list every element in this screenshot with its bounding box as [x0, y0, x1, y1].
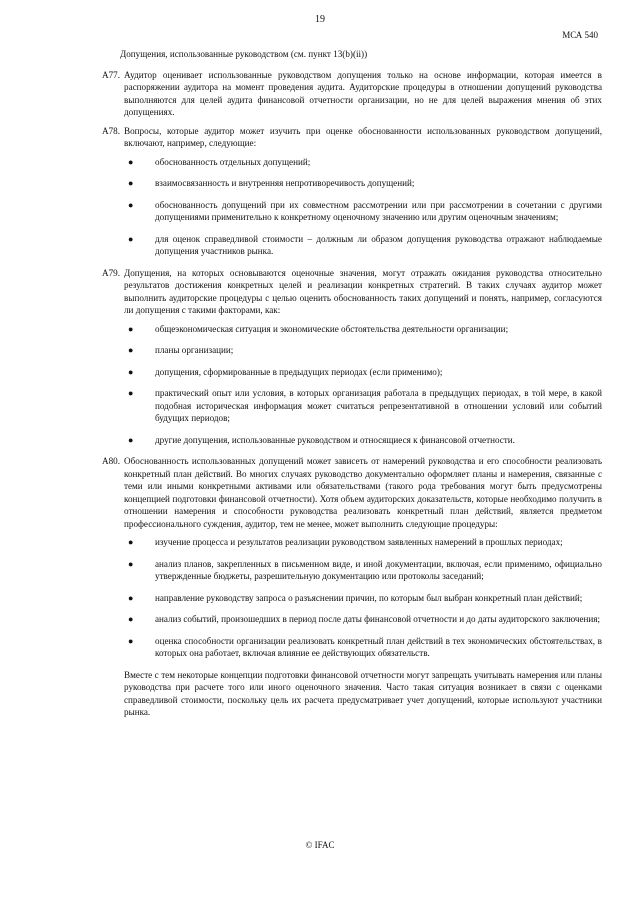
paragraph-a78 [102, 125, 602, 258]
document-code: МСА 540 [562, 30, 598, 40]
bullet-icon: ● [128, 592, 134, 603]
paragraph-number: A79. [102, 267, 120, 278]
paragraph-text: Аудитор оценивает использованные руководством допущения только на основе информации, которая имеется в распоряжении аудитора на момент проведения аудита. Аудиторские процедуры в отношении допущений руководства выполняются для целей аудита финансовой отчетности организации, но не для целей выражения мнения об этих допущениях. [124, 69, 602, 117]
bullet-icon: ● [128, 614, 134, 624]
paragraph-a79 [102, 267, 602, 447]
bullet-icon: ● [128, 558, 134, 569]
bullet-icon: ● [128, 178, 134, 188]
list-item: ● другие допущения, использованные руководством и относящиеся к финансовой отчетности. [128, 434, 515, 445]
page-number: 19 [315, 14, 325, 25]
bullet-icon: ● [128, 323, 134, 334]
paragraph-a77 [102, 69, 602, 119]
copyright-footer: © IFAC [305, 840, 335, 850]
paragraph-text: Вопросы, которые аудитор может изучить при оценке обоснованности использованных руководством допущений, включают, например, следующие: [124, 125, 602, 148]
list-item: ● обоснованность отдельных допущений; [128, 156, 311, 167]
paragraph-number: A80. [102, 456, 120, 466]
bullet-icon: ● [128, 345, 134, 355]
list-item: ● взаимосвязанность и внутренняя непротиворечивость допущений; [128, 178, 415, 188]
list-item: ● анализ планов, закрепленных в письменном виде, и иной документации, включая, если применимо, официально утвержденные бюджеты, разрешительную документацию или протоколы заседаний; [128, 558, 602, 581]
bullet-list [124, 323, 602, 447]
bullet-icon: ● [128, 635, 134, 646]
document-body [102, 48, 602, 725]
bullet-list [124, 536, 602, 660]
paragraph-a80 [102, 455, 602, 719]
paragraph-text: Обоснованность использованных допущений может зависеть от намерений руководства и его способности реализовать конкретный план действий. Во многих случаях руководство документально оформляет планы и намерения, связанные с теми или иными конкретными активами или обязательствами (такого рода требования могут быть предусмотрены концепцией подготовки финансовой отчетности). Хотя объем аудиторских доказательств, которые необходимо получить в отношении намерения и способности руководства реализовать конкретный план действий, является предметом профессионального суждения, аудитор, тем не менее, может выполнить следующие процедуры: [124, 456, 602, 529]
list-item: ● направление руководству запроса о разъяснении причин, по которым был выбран конкретный план действий; [128, 592, 583, 603]
list-item: ● анализ событий, произошедших в период после даты финансовой отчетности и до даты аудиторского заключения; [128, 614, 601, 624]
bullet-icon: ● [128, 199, 134, 210]
list-item: ● допущения, сформированные в предыдущих периодах (если применимо); [128, 366, 443, 377]
bullet-icon: ● [128, 434, 134, 445]
bullet-list [124, 156, 602, 258]
bullet-icon: ● [128, 156, 134, 167]
list-item: ● практический опыт или условия, в которых организация работала в предыдущих периодах, в той мере, в какой подобная историческая информация может считаться репрезентативной в отношении условий или событий будущих периодов; [128, 388, 602, 423]
list-item: ● планы организации; [128, 345, 234, 355]
list-item: ● для оценок справедливой стоимости – должным ли образом допущения руководства отражают наблюдаемые допущения участников рынка. [128, 233, 602, 256]
bullet-icon: ● [128, 233, 134, 244]
paragraph-number: A78. [102, 125, 120, 136]
closing-paragraph: Вместе с тем некоторые концепции подготовки финансовой отчетности могут запрещать учитывать намерения или планы руководства при расчете того или иного оценочного значения. Часто такая ситуация возникает в связи с оценками справедливой стоимости, поскольку цель их расчета предусматривает учет допущений, которые используют участники рынка. [124, 669, 602, 717]
list-item: ● общеэкономическая ситуация и экономические обстоятельства деятельности организации; [128, 323, 509, 334]
list-item: ● изучение процесса и результатов реализации руководством заявленных намерений в прошлых периодах; [128, 537, 563, 547]
paragraph-number: A77. [102, 69, 120, 80]
list-item: ● обоснованность допущений при их совместном рассмотрении или при рассмотрении в сочетании с другими допущениями применительно к конкретному оценочному значению или другим оценочным значениям; [128, 199, 602, 222]
paragraph-text: Допущения, на которых основываются оценочные значения, могут отражать ожидания руководства относительно результатов достижения конкретных целей и реализации конкретных стратегий. В таких случаях аудитор может выполнить аудиторские процедуры с целью оценить обоснованность таких допущений и понять, например, согласуются ли допущения с такими факторами, как: [124, 267, 602, 315]
bullet-icon: ● [128, 388, 134, 398]
list-item: ● оценка способности организации реализовать конкретный план действий в тех экономических обстоятельствах, в которых она работает, включая влияние ее действующих обязательств. [128, 635, 602, 658]
bullet-icon: ● [128, 366, 134, 377]
section-title: Допущения, использованные руководством (см. пункт 13(b)(ii)) [120, 49, 368, 59]
bullet-icon: ● [128, 537, 134, 547]
